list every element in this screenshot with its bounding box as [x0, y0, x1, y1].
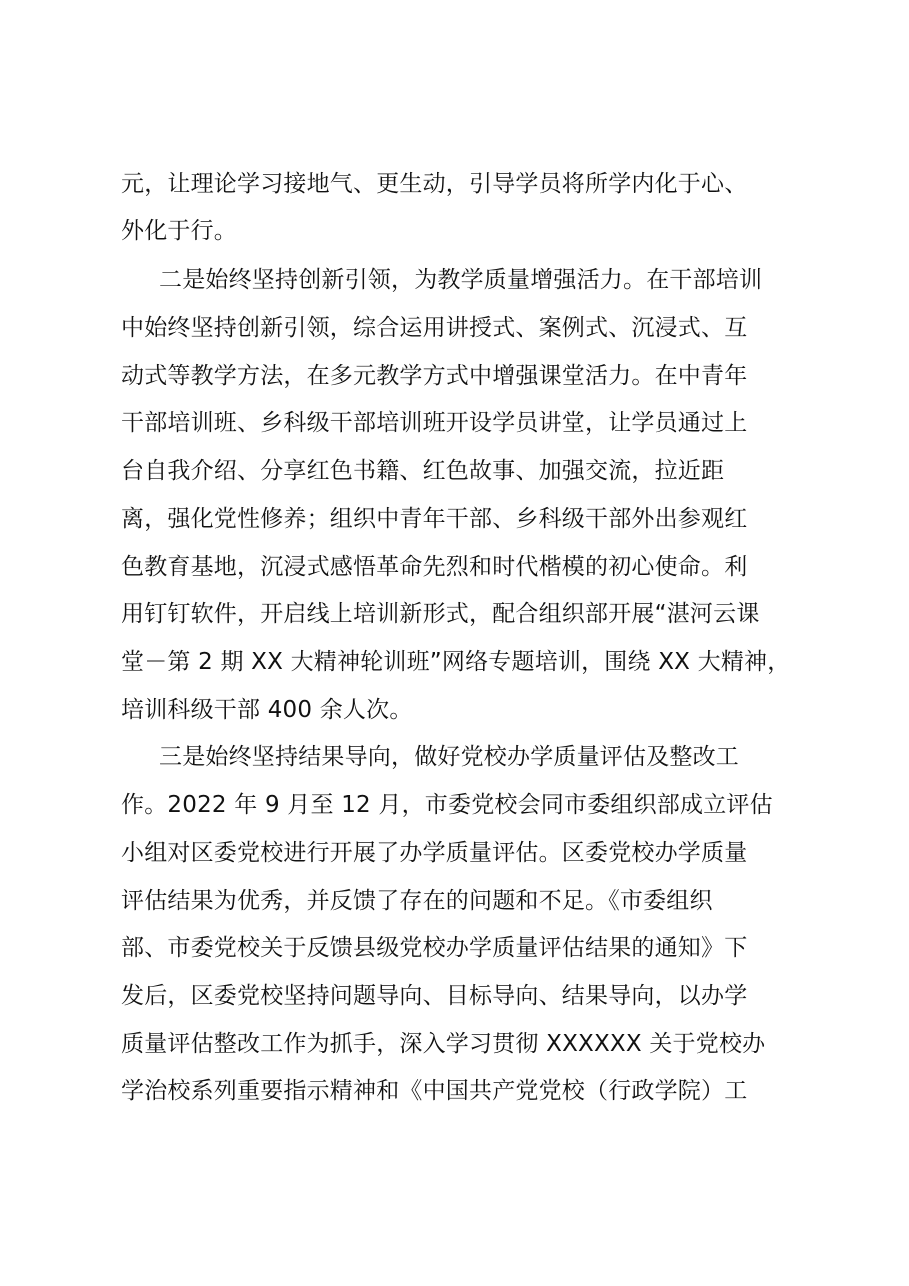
paragraph-start-line: 三是始终坚持结果导向，做好党校办学质量评估及整改工	[159, 744, 739, 770]
text-line: 台自我介绍、分享红色书籍、红色故事、加强交流，拉近距	[121, 458, 725, 484]
text-line: 干部培训班、乡科级干部培训班开设学员讲堂，让学员通过上	[121, 410, 748, 436]
text-line: 色教育基地，沉浸式感悟革命先烈和时代楷模的初心使命。利	[121, 554, 748, 580]
text-line: 学治校系列重要指示精神和《中国共产党党校（行政学院）工	[121, 1078, 748, 1104]
text-line: 动式等教学方法，在多元教学方式中增强课堂活力。在中青年	[121, 363, 748, 389]
text-line: 元，让理论学习接地气、更生动，引导学员将所学内化于心、	[121, 171, 748, 197]
text-line: 作。2022 年 9 月至 12 月，市委党校会同市委组织部成立评估	[121, 792, 773, 818]
text-line: 发后，区委党校坚持问题导向、目标导向、结果导向，以办学	[121, 983, 748, 1009]
text-line: 部、市委党校关于反馈县级党校办学质量评估结果的通知》下	[121, 935, 748, 961]
text-line: 外化于行。	[121, 218, 237, 244]
text-line: 堂－第 2 期 XX 大精神轮训班”网络专题培训，围绕 XX 大精神，	[121, 649, 791, 675]
text-line: 小组对区委党校进行开展了办学质量评估。区委党校办学质量	[121, 840, 748, 866]
text-line: 离，强化党性修养；组织中青年干部、乡科级干部外出参观红	[121, 506, 748, 532]
text-line: 中始终坚持创新引领，综合运用讲授式、案例式、沉浸式、互	[121, 315, 748, 341]
text-line: 培训科级干部 400 余人次。	[121, 697, 413, 723]
text-line: 评估结果为优秀，并反馈了存在的问题和不足。《市委组织	[121, 888, 713, 914]
text-line: 用钉钉软件，开启线上培训新形式，配合组织部开展“湛河云课	[121, 601, 760, 627]
text-line: 质量评估整改工作为抓手，深入学习贯彻 XXXXXX 关于党校办	[121, 1031, 766, 1057]
paragraph-start-line: 二是始终坚持创新引领，为教学质量增强活力。在干部培训	[159, 267, 763, 293]
